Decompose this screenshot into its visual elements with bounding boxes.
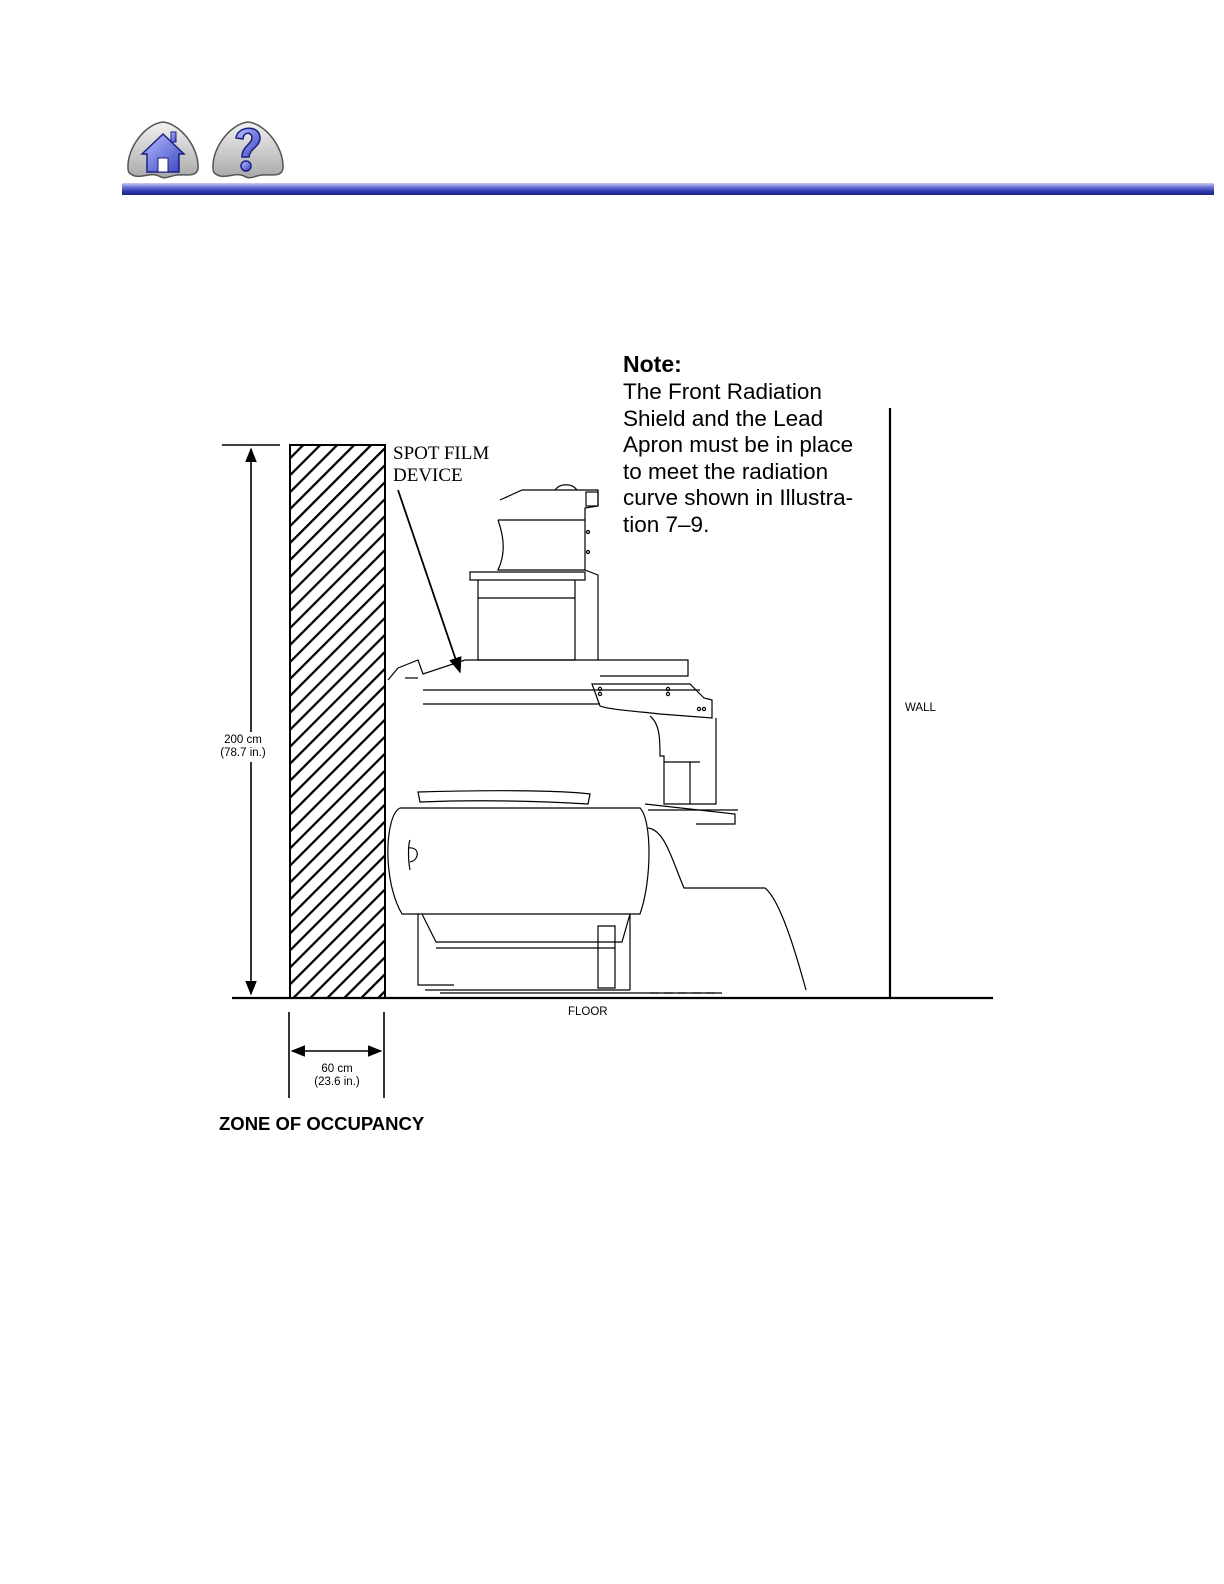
spot-film-label-line2: DEVICE bbox=[393, 465, 463, 486]
width-metric-label: 60 cm bbox=[321, 1063, 353, 1075]
note-line: The Front Radiation bbox=[623, 379, 822, 404]
height-dimension bbox=[222, 445, 280, 994]
note-line: tion 7–9. bbox=[623, 511, 710, 537]
spot-film-label-line1: SPOT FILM bbox=[393, 443, 490, 464]
note-line: Apron must be in place bbox=[623, 432, 854, 457]
note-line: to meet the radiation bbox=[623, 458, 829, 484]
zone-of-occupancy-label: ZONE OF OCCUPANCY bbox=[219, 1113, 425, 1134]
occupancy-zone-hatch bbox=[290, 445, 385, 998]
width-imperial-label: (23.6 in.) bbox=[314, 1076, 360, 1088]
spot-film-arrow bbox=[398, 490, 460, 672]
wall-label: WALL bbox=[905, 702, 936, 714]
note-line: curve shown in Illustra- bbox=[623, 485, 854, 510]
note-line: Shield and the Lead bbox=[623, 405, 824, 431]
note-title: Note: bbox=[623, 351, 682, 377]
height-imperial-label: (78.7 in.) bbox=[220, 747, 266, 759]
height-metric-label: 200 cm bbox=[224, 734, 262, 746]
xray-table-drawing bbox=[388, 485, 806, 993]
floor-label: FLOOR bbox=[568, 1006, 608, 1018]
